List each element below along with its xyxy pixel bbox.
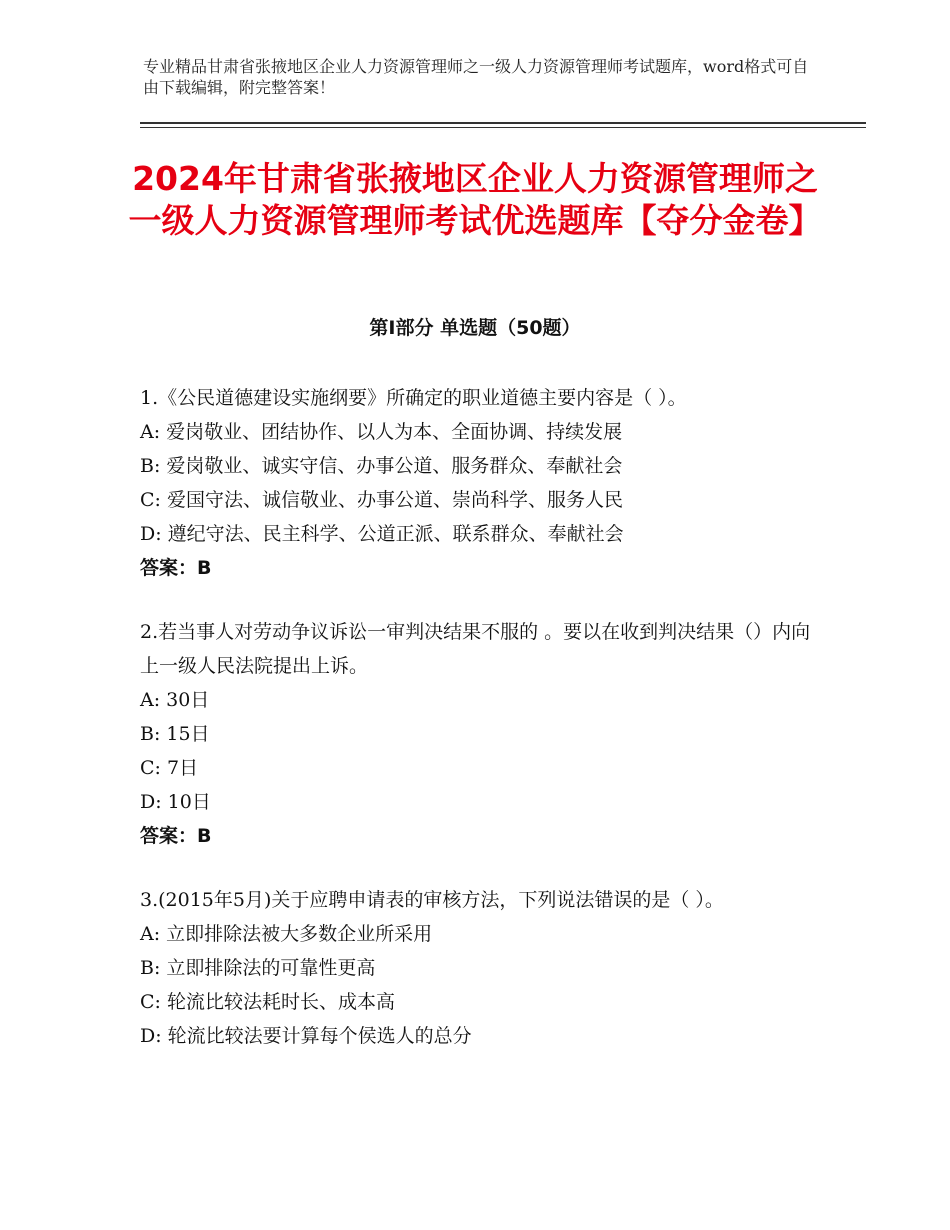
option-a: A: 30日 (140, 689, 210, 711)
question-2 (140, 615, 820, 853)
question-stem: 1.《公民道德建设实施纲要》所确定的职业道德主要内容是（ ）。 (140, 387, 687, 409)
option-c: C: 7日 (140, 757, 199, 779)
question-stem: 3.(2015年5月)关于应聘申请表的审核方法，下列说法错误的是（ ）。 (140, 889, 724, 911)
option-c: C: 爱国守法、诚信敬业、办事公道、崇尚科学、服务人民 (140, 489, 623, 511)
option-a: A: 爱岗敬业、团结协作、以人为本、全面协调、持续发展 (140, 421, 623, 443)
option-b: B: 爱岗敬业、诚实守信、办事公道、服务群众、奉献社会 (140, 455, 623, 477)
option-a: A: 立即排除法被大多数企业所采用 (140, 923, 433, 945)
header-note: 专业精品甘肃省张掖地区企业人力资源管理师之一级人力资源管理师考试题库，word格式可自由下载编辑，附完整答案！ (143, 57, 809, 97)
answer: 答案：B (140, 557, 212, 579)
question-1 (140, 381, 820, 585)
header-rule-thin (140, 127, 866, 128)
answer: 答案：B (140, 825, 212, 847)
option-d: D: 轮流比较法要计算每个侯选人的总分 (140, 1025, 472, 1047)
option-c: C: 轮流比较法耗时长、成本高 (140, 991, 395, 1013)
option-b: B: 立即排除法的可靠性更高 (140, 957, 376, 979)
section-heading: 第Ⅰ部分 单选题（50题） (369, 317, 581, 339)
question-stem: 2.若当事人对劳动争议诉讼一审判决结果不服的 。要以在收到判决结果（）内向上一级人民法院提出上诉。 (140, 621, 811, 677)
header-rule-thick (140, 122, 866, 124)
option-d: D: 10日 (140, 791, 211, 813)
option-b: B: 15日 (140, 723, 210, 745)
question-3 (140, 883, 820, 1053)
document-title: 2024年甘肃省张掖地区企业人力资源管理师之一级人力资源管理师考试优选题库【夺分金卷】 (128, 159, 822, 240)
option-d: D: 遵纪守法、民主科学、公道正派、联系群众、奉献社会 (140, 523, 624, 545)
question-list (140, 381, 820, 1083)
